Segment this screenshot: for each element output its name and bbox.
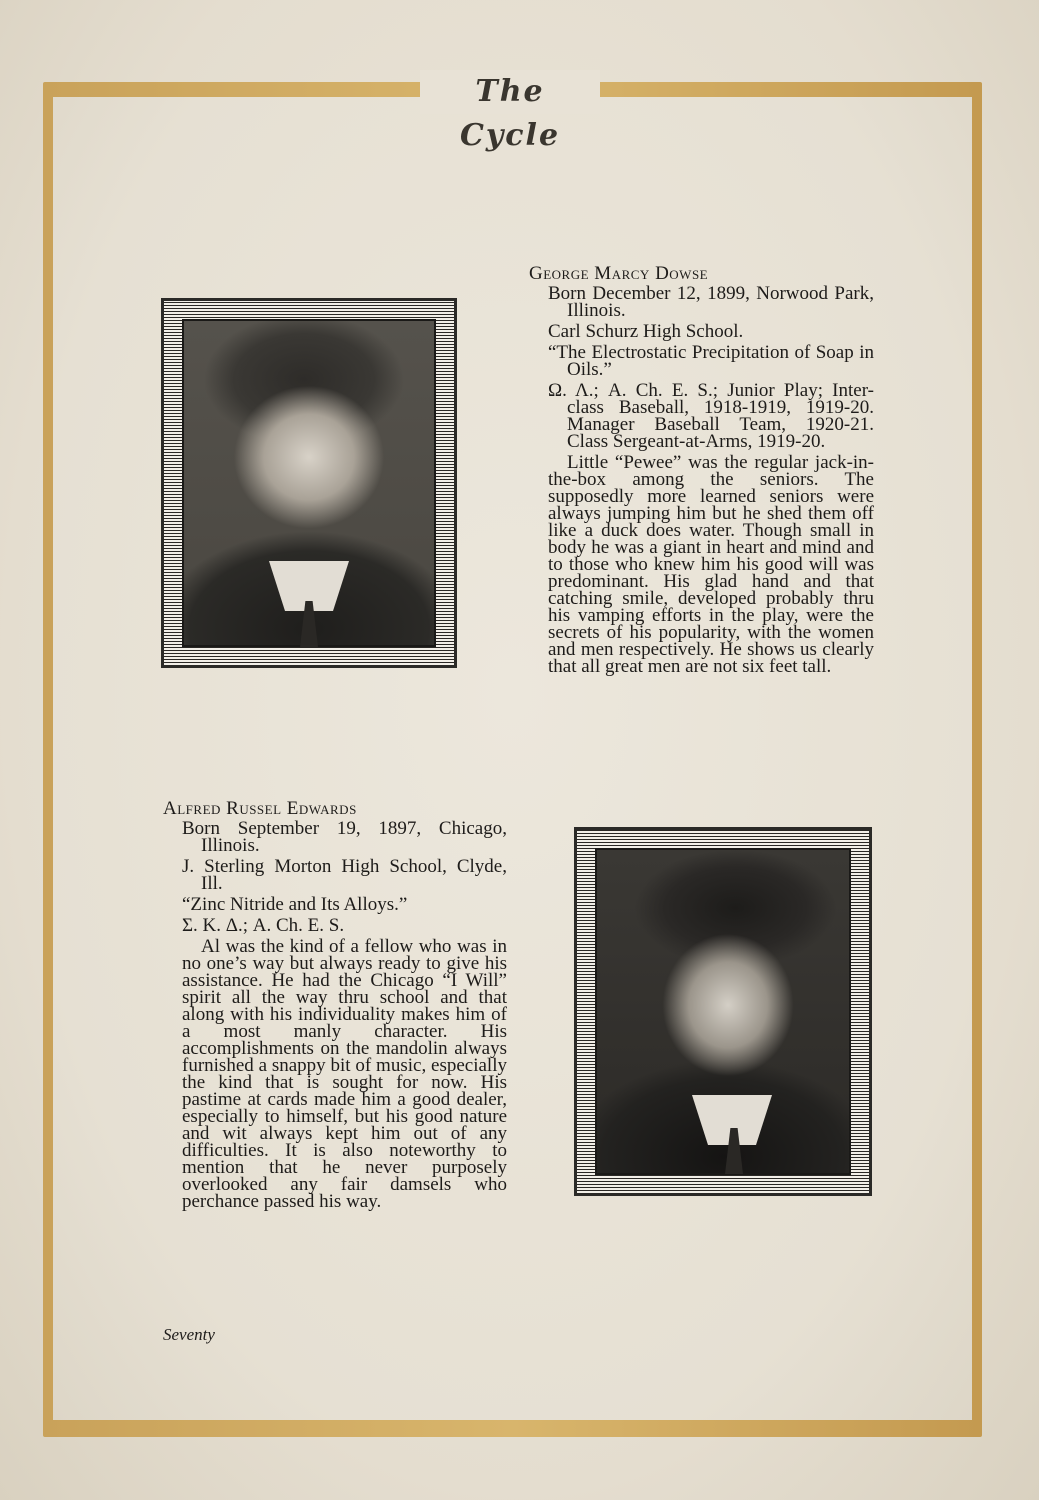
portrait-edwards [574, 827, 872, 1196]
student-name: Alfred Russel Edwards [163, 798, 357, 819]
description: Little “Pewee” was the regular jack-in-the-box among the seniors. The supposedly more learned seniors were always jumping him but he shed them off like a duck does water. Though small in body he was a giant in heart and mind and to those who knew him his good will was predominant. His glad hand and that catching smile, developed probably thru his vamping efforts in the play, were the secrets of his popularity, with the women and men respectively. He shows us clearly that all great men are not six feet tall. [548, 452, 874, 677]
description: Al was the kind of a fellow who was in no one’s way but always ready to give his assistance. He had the Chicago “I Will” spirit all the way thru school and that along with his individuality makes him of a most manly character. His accomplishments on the mandolin always furnished a snappy bit of music, especially the kind that is sought for now. His pastime at cards made him a good dealer, especially to himself, but his good nature and wit always kept him out of any difficulties. It is also noteworthy to mention that he never purposely overlooked any fair damsels who perchance passed his way. [182, 936, 507, 1212]
thesis-title: “The Electrostatic Precipitation of Soap in Oils.” [548, 342, 874, 380]
activities: Ω. Λ.; A. Ch. E. S.; Junior Play; Inter-class Baseball, 1918-1919, 1919-20. Manager Baseball Team, 1920-21. Class Sergeant-at-Arms, 1919-20. [548, 380, 874, 452]
bio-edwards [163, 800, 507, 1210]
birth-info: Born December 12, 1899, Norwood Park, Illinois. [548, 283, 874, 321]
high-school: J. Sterling Morton High School, Clyde, Ill. [182, 856, 507, 894]
student-name: George Marcy Dowse [529, 263, 709, 284]
page-number: Seventy [163, 1325, 215, 1344]
photo-edwards [595, 848, 851, 1175]
thesis-title: “Zinc Nitride and Its Alloys.” [182, 894, 408, 915]
photo-dowse [182, 319, 436, 647]
activities: Σ. K. Δ.; A. Ch. E. S. [182, 915, 345, 936]
page-header-title: The Cycle [420, 70, 600, 114]
birth-info: Born September 19, 1897, Chicago, Illinois. [182, 818, 507, 856]
portrait-dowse [161, 298, 457, 668]
bio-dowse [529, 265, 874, 675]
high-school: Carl Schurz High School. [548, 321, 744, 342]
